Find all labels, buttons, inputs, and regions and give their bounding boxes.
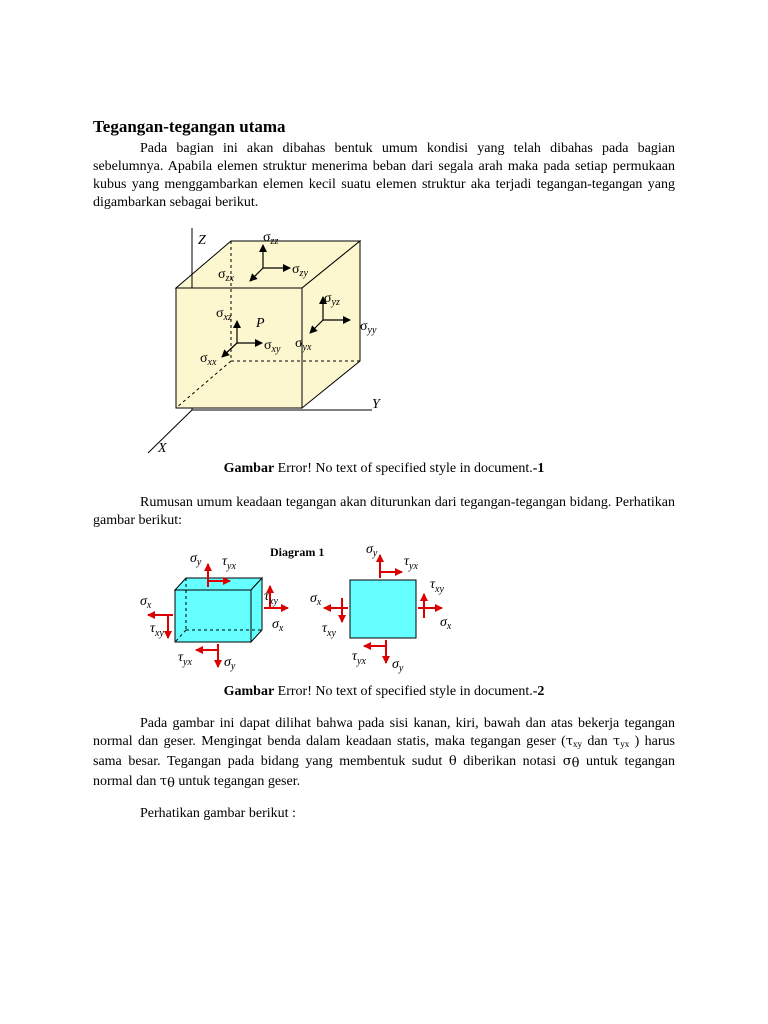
label-sigma-y: $\sigma_y$ [366, 542, 378, 559]
point-label-p: P [256, 316, 265, 331]
text-segment: diberikan notasi [456, 754, 563, 769]
text-segment: Pada gambar ini dapat dilihat bahwa pada sisi kanan, kiri, bawah dan atas bekerja tegangan normal dan geser. Mengingat benda dalam keadaan statis, maka tegangan geser ( [93, 716, 675, 749]
text-segment: dan [582, 734, 614, 749]
label-tau-yx: $\tau_{yx}$ [222, 554, 236, 572]
axis-label-z: Z [198, 233, 206, 248]
caption-number: -2 [532, 684, 545, 699]
label-sigma-x: $\sigma_x$ [140, 594, 152, 611]
subscript: θ [167, 776, 175, 791]
symbol-tau: τ [565, 734, 574, 749]
symbol-sigma: σ [562, 754, 572, 769]
symbol-tau: τ [613, 734, 621, 749]
figure-caption-2 [0, 684, 768, 700]
figure-caption-1 [0, 461, 768, 477]
label-tau-xy: $\tau_{xy}$ [264, 589, 278, 607]
block-top-face [175, 578, 262, 590]
label-sigma-x: $\sigma_x$ [440, 615, 452, 632]
text-segment: ) harus sama besar. Tegangan pada bidang yang membentuk sudut [93, 734, 675, 769]
caption-number: -1 [532, 461, 545, 476]
paragraph-closing-text: Perhatikan gambar berikut : [140, 806, 296, 821]
label-sigma-yy: $\sigma_{yy}$ [360, 319, 377, 336]
paragraph-intro-text: Pada bagian ini akan dibahas bentuk umum kondisi yang telah dibahas pada bagian sebelumnya. Apabila elemen struktur menerima beban dari segala arah maka pada setiap permukaan kubus yang menggambarkan elemen kecil suatu elemen struktur aka terjadi tegangan-tegangan yang digambarkan sebagai berikut. [93, 141, 675, 210]
symbol-theta: θ [448, 754, 457, 769]
label-sigma-yz: $\sigma_{yz}$ [324, 291, 340, 308]
label-sigma-y: $\sigma_y$ [392, 657, 404, 674]
square-element [350, 580, 416, 638]
paragraph-shear [93, 715, 675, 793]
cube-front-face [176, 288, 302, 408]
caption-text: Error! No text of specified style in document. [274, 684, 533, 699]
caption-label: Gambar [223, 461, 275, 476]
paragraph-derivation-text: Rumusan umum keadaan tegangan akan diturunkan dari tegangan-tegangan bidang. Perhatikan gambar berikut: [93, 495, 675, 528]
symbol-tau: τ [159, 774, 168, 789]
label-sigma-zy: $\sigma_{zy}$ [292, 262, 308, 279]
label-tau-yx: $\tau_{yx}$ [352, 649, 366, 667]
label-sigma-zz: $\sigma_{zz}$ [263, 230, 279, 247]
label-sigma-y: $\sigma_y$ [190, 551, 202, 568]
label-sigma-y: $\sigma_y$ [224, 655, 236, 672]
caption-text: Error! No text of specified style in document. [274, 461, 533, 476]
label-tau-xy: $\tau_{xy}$ [322, 621, 336, 639]
text-segment: untuk tegangan geser. [174, 774, 301, 789]
text-segment: untuk tegangan normal dan [93, 754, 676, 789]
label-sigma-xz: $\sigma_{xz}$ [216, 306, 232, 323]
label-sigma-xy: $\sigma_{xy}$ [264, 338, 281, 355]
stress-cube-figure [140, 225, 390, 460]
label-sigma-x: $\sigma_x$ [310, 591, 322, 608]
label-sigma-zx: $\sigma_{zx}$ [218, 267, 234, 284]
paragraph-closing [93, 805, 675, 823]
subscript: yx [620, 739, 630, 749]
label-tau-xy: $\tau_{xy}$ [430, 577, 444, 595]
caption-label: Gambar [223, 684, 275, 699]
axis-label-y: Y [372, 397, 380, 412]
label-tau-yx: $\tau_{yx}$ [178, 650, 192, 668]
paragraph-intro [93, 140, 675, 212]
label-sigma-x: $\sigma_x$ [272, 617, 284, 634]
label-tau-yx: $\tau_{yx}$ [404, 554, 418, 572]
subscript: xy [573, 739, 583, 749]
label-sigma-xx: $\sigma_{xx}$ [200, 351, 217, 368]
subscript: θ [571, 756, 580, 771]
diagram-title: Diagram 1 [270, 545, 325, 559]
label-tau-xy: $\tau_{xy}$ [150, 621, 164, 639]
block-right-face [251, 578, 262, 642]
axis-label-x: X [158, 441, 167, 456]
x-axis [148, 410, 192, 453]
plane-stress-figure [130, 540, 470, 680]
label-sigma-yx: $\sigma_{yx}$ [295, 336, 312, 353]
paragraph-derivation [93, 494, 675, 530]
section-heading: Tegangan-tegangan utama [93, 117, 286, 136]
